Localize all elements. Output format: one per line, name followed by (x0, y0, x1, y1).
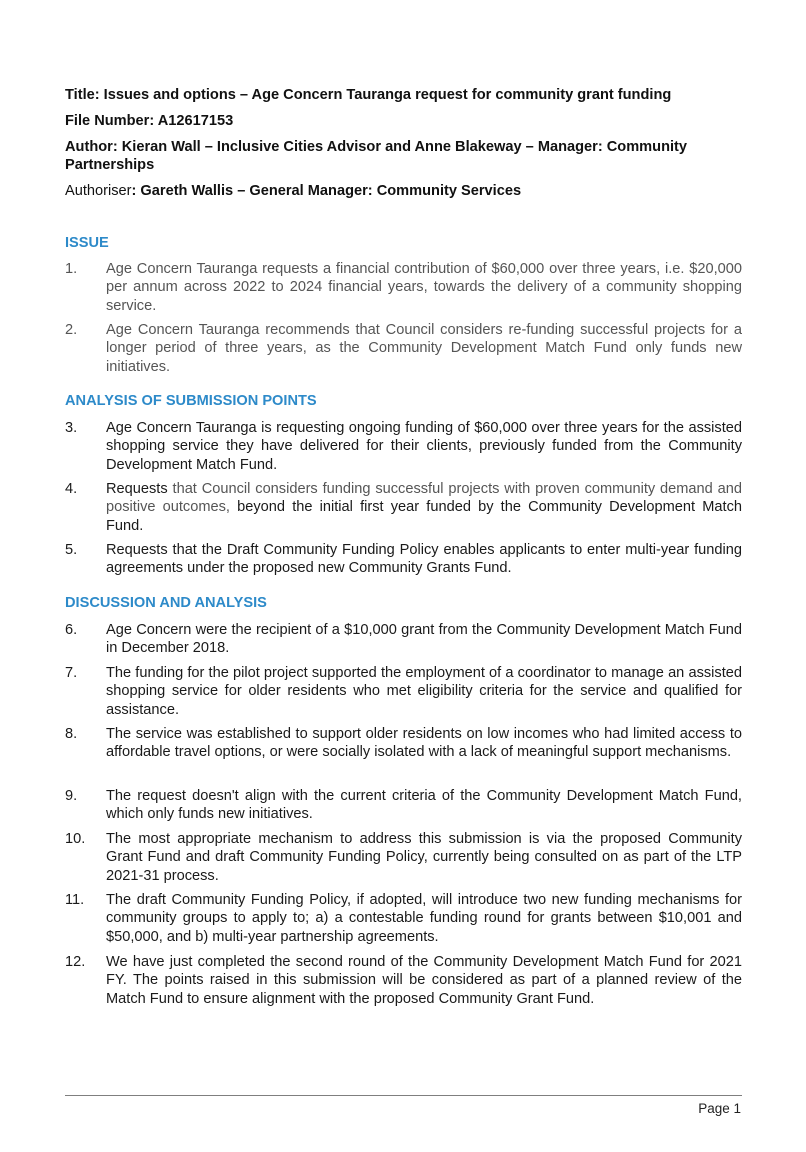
section-heading-analysis: ANALYSIS OF SUBMISSION POINTS (65, 393, 317, 409)
list-item: 2. Age Concern Tauranga recommends that Council considers re-funding successful projects for a longer period of three years, as the Community Development Match Fund only funds new initiatives. (65, 322, 742, 375)
list-item: 12. We have just completed the second round of the Community Development Match Fund for 2021 FY. The points raised in this submission will be considered as part of a planned review of the Match Fund to ensure alignment with the proposed Community Grant Fund. (65, 954, 742, 1007)
list-item: 1. Age Concern Tauranga requests a financial contribution of $60,000 over three years, i.e. $20,000 per annum across 2022 to 2024 financial years, towards the delivery of a community shopping service. (65, 261, 742, 314)
list-item: 3. Age Concern Tauranga is requesting ongoing funding of $60,000 over three years for the assisted shopping service they have delivered for their clients, previously funded from the Community Development Match Fund. (65, 420, 742, 473)
page-number: Page 1 (698, 1101, 741, 1116)
list-item: 7. The funding for the pilot project supported the employment of a coordinator to manage an assisted shopping service for older residents who met eligibility criteria for the service and qualified for assistance. (65, 665, 742, 718)
list-item: 10. The most appropriate mechanism to address this submission is via the proposed Community Grant Fund and draft Community Funding Policy, currently being consulted on as part of the LTP 2021-31 process. (65, 831, 742, 884)
list-item: 11. The draft Community Funding Policy, if adopted, will introduce two new funding mechanisms for community groups to apply to; a) a contestable funding round for grants between $10,001 and $50,000, and b) multi-year partnership agreements. (65, 892, 742, 945)
doc-title: Title: Issues and options – Age Concern Tauranga request for community grant funding (65, 87, 672, 103)
authoriser-line: Authoriser: Gareth Wallis – General Manager: Community Services (65, 183, 522, 199)
list-item: 8. The service was established to support older residents on low incomes who had limited access to affordable travel options, or were socially isolated with a lack of meaningful support mechanisms. (65, 726, 742, 761)
mixed-text: Requests that Council considers funding successful projects with proven community demand and positive outcomes, beyond the initial first year funded by the Community Development Match Fund. (106, 481, 742, 534)
author-line: Author: Kieran Wall – Inclusive Cities Advisor and Anne Blakeway – Manager: Community Partnerships (65, 139, 688, 173)
section-heading-issue: ISSUE (65, 235, 109, 251)
footer-divider (65, 1095, 742, 1096)
section-heading-discussion: DISCUSSION AND ANALYSIS (65, 595, 267, 611)
list-item: 5. Requests that the Draft Community Funding Policy enables applicants to enter multi-year funding agreements under the proposed new Community Grants Fund. (65, 542, 742, 577)
list-item: 6. Age Concern were the recipient of a $10,000 grant from the Community Development Match Fund in December 2018. (65, 622, 742, 657)
file-number: File Number: A12617153 (65, 113, 234, 129)
list-item: 4. Requests that Council considers funding successful projects with proven community demand and positive outcomes, beyond the initial first year funded by the Community Development Match Fund. (65, 481, 742, 534)
list-item: 9. The request doesn't align with the current criteria of the Community Development Match Fund, which only funds new initiatives. (65, 788, 742, 823)
